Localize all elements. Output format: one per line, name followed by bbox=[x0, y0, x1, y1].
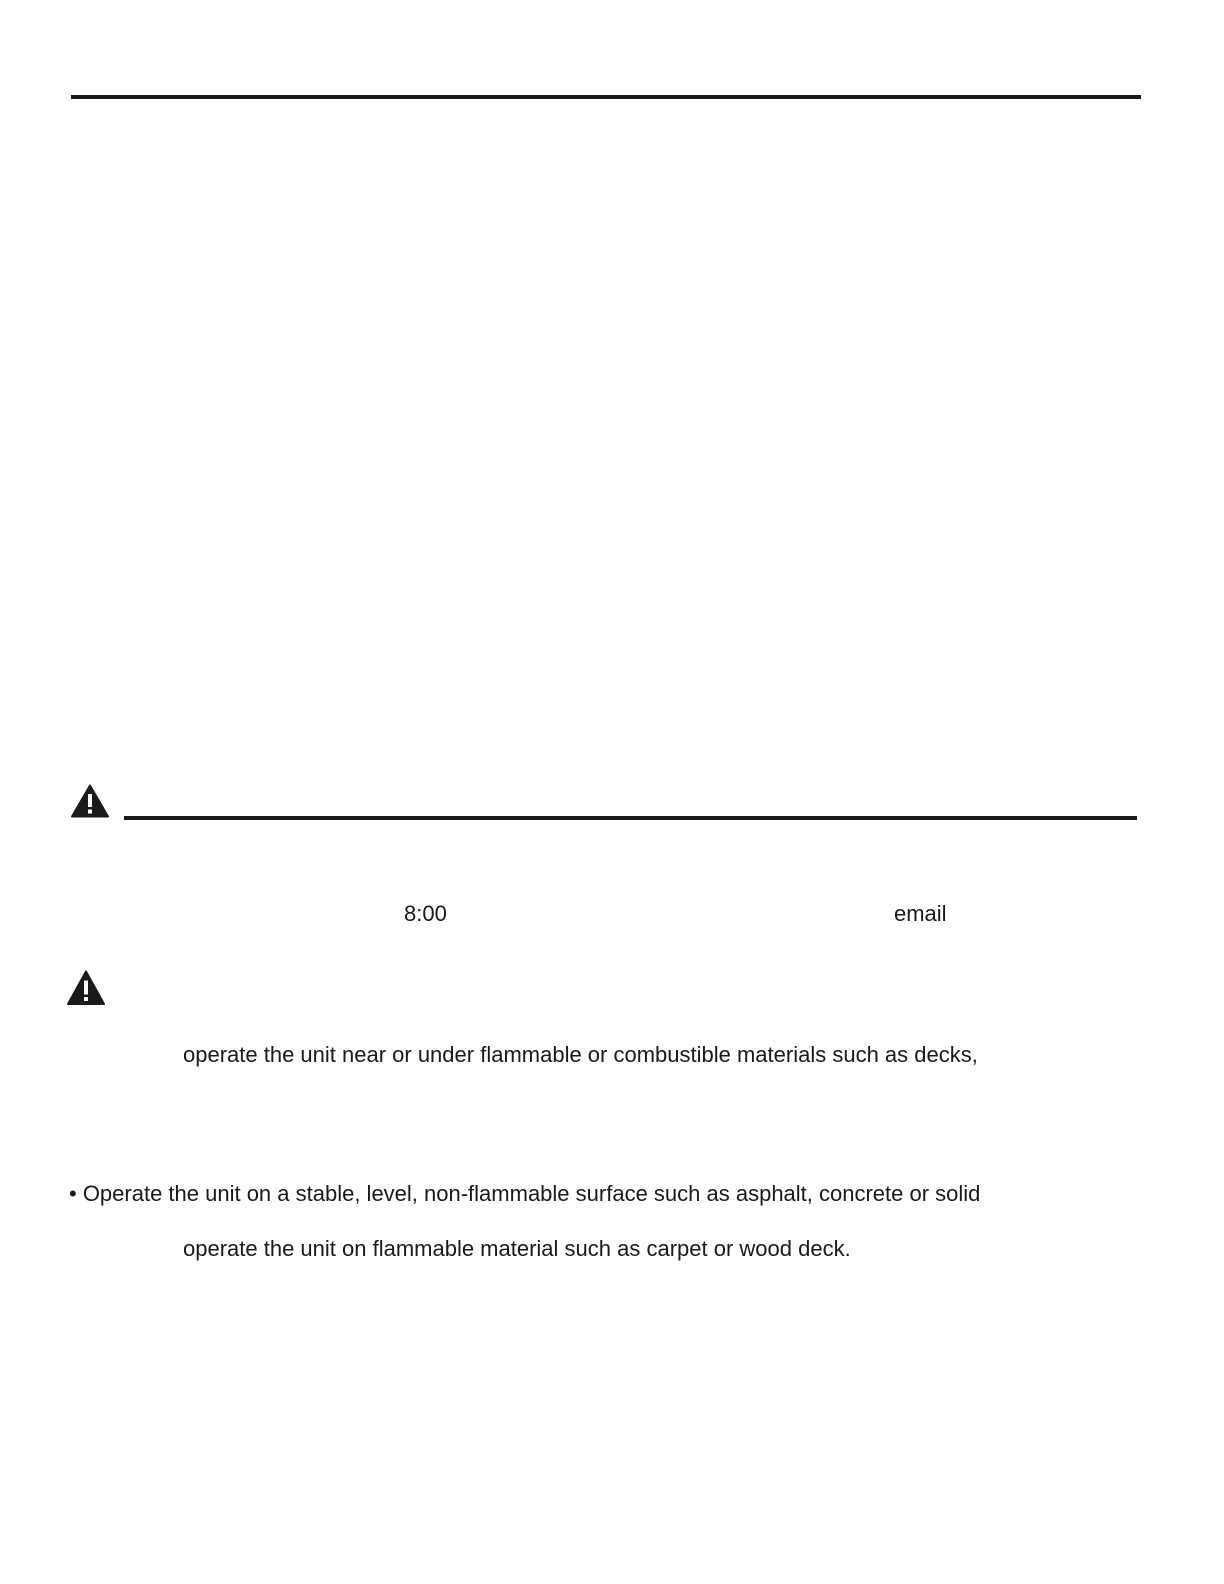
warning-triangle-icon bbox=[67, 970, 105, 1006]
warning-bullet-item: • Operate the unit on a stable, level, non-flammable surface such as asphalt, concrete or solid bbox=[69, 1181, 981, 1206]
warning-text-line: operate the unit near or under flammable or combustible materials such as decks, bbox=[183, 1042, 978, 1067]
hours-text: 8:00 bbox=[404, 901, 447, 926]
section-rule bbox=[124, 816, 1137, 820]
email-text: email bbox=[894, 901, 947, 926]
warning-text-line: operate the unit on flammable material such as carpet or wood deck. bbox=[183, 1236, 851, 1261]
warning-triangle-icon bbox=[71, 784, 109, 818]
header-rule bbox=[71, 95, 1141, 99]
